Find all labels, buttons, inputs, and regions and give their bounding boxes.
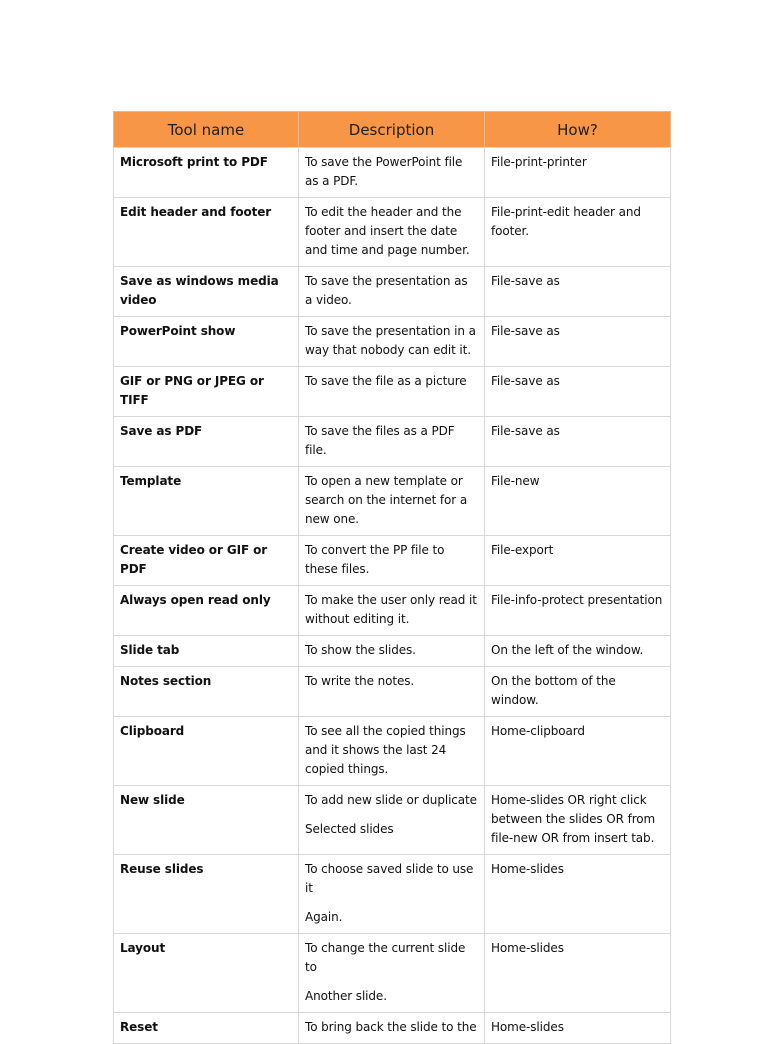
cell-how: Home-slides	[485, 1013, 671, 1044]
table-row	[114, 1013, 671, 1044]
cell-how: File-print-edit header and footer.	[485, 198, 671, 267]
cell-description	[299, 636, 485, 667]
cell-description	[299, 148, 485, 198]
description-paragraph: To write the notes.	[305, 674, 415, 688]
description-paragraph: To save the files as a PDF file.	[305, 424, 455, 457]
table-row	[114, 855, 671, 934]
cell-tool-name: Edit header and footer	[114, 198, 299, 267]
cell-description	[299, 267, 485, 317]
table-row	[114, 717, 671, 786]
cell-tool-name: Microsoft print to PDF	[114, 148, 299, 198]
table-row	[114, 667, 671, 717]
cell-tool-name: New slide	[114, 786, 299, 855]
cell-how: File-info-protect presentation	[485, 586, 671, 636]
cell-tool-name: Reuse slides	[114, 855, 299, 934]
cell-tool-name: Template	[114, 467, 299, 536]
cell-tool-name: Reset	[114, 1013, 299, 1044]
tools-table	[113, 111, 671, 1044]
cell-how: File-new	[485, 467, 671, 536]
table-row	[114, 417, 671, 467]
cell-tool-name: Save as PDF	[114, 417, 299, 467]
cell-description	[299, 934, 485, 1013]
table-row	[114, 367, 671, 417]
table-row	[114, 636, 671, 667]
cell-how: Home-clipboard	[485, 717, 671, 786]
header-how: How?	[485, 112, 671, 148]
cell-description	[299, 536, 485, 586]
table-row	[114, 536, 671, 586]
cell-description	[299, 198, 485, 267]
description-paragraph: To make the user only read it without editing it.	[305, 593, 477, 626]
cell-description	[299, 467, 485, 536]
description-paragraph: To save the presentation as a video.	[305, 274, 468, 307]
table-row	[114, 267, 671, 317]
cell-how: On the bottom of the window.	[485, 667, 671, 717]
description-paragraph: To choose saved slide to use it	[305, 862, 474, 895]
description-paragraph: To show the slides.	[305, 643, 416, 657]
table-header-row	[114, 112, 671, 148]
description-paragraph: Again.	[305, 910, 343, 924]
cell-description	[299, 417, 485, 467]
cell-how: File-save as	[485, 317, 671, 367]
table-row	[114, 317, 671, 367]
cell-description	[299, 667, 485, 717]
description-paragraph: To save the presentation in a way that nobody can edit it.	[305, 324, 476, 357]
cell-how: On the left of the window.	[485, 636, 671, 667]
cell-how: File-save as	[485, 417, 671, 467]
cell-how: File-save as	[485, 267, 671, 317]
cell-description	[299, 717, 485, 786]
cell-how: File-save as	[485, 367, 671, 417]
cell-tool-name: Clipboard	[114, 717, 299, 786]
cell-description	[299, 317, 485, 367]
header-description: Description	[299, 112, 485, 148]
description-paragraph: To bring back the slide to the	[305, 1020, 477, 1034]
cell-tool-name: GIF or PNG or JPEG or TIFF	[114, 367, 299, 417]
table-body	[114, 148, 671, 1044]
table-row	[114, 467, 671, 536]
table-row	[114, 148, 671, 198]
table-row	[114, 786, 671, 855]
cell-tool-name: Slide tab	[114, 636, 299, 667]
description-paragraph: To save the PowerPoint file as a PDF.	[305, 155, 463, 188]
cell-description	[299, 786, 485, 855]
description-paragraph: Selected slides	[305, 822, 394, 836]
cell-how: Home-slides	[485, 934, 671, 1013]
description-paragraph: Another slide.	[305, 989, 387, 1003]
cell-how: File-print-printer	[485, 148, 671, 198]
header-tool-name: Tool name	[114, 112, 299, 148]
table-row	[114, 934, 671, 1013]
description-paragraph: To convert the PP file to these files.	[305, 543, 445, 576]
cell-tool-name: Layout	[114, 934, 299, 1013]
cell-tool-name: Notes section	[114, 667, 299, 717]
table-row	[114, 586, 671, 636]
table-row	[114, 198, 671, 267]
cell-description	[299, 586, 485, 636]
cell-how: Home-slides	[485, 855, 671, 934]
description-paragraph: To change the current slide to	[305, 941, 466, 974]
description-paragraph: To save the file as a picture	[305, 374, 467, 388]
cell-tool-name: PowerPoint show	[114, 317, 299, 367]
description-paragraph: To open a new template or search on the internet for a new one.	[305, 474, 468, 526]
cell-tool-name: Always open read only	[114, 586, 299, 636]
cell-how: File-export	[485, 536, 671, 586]
cell-tool-name: Save as windows media video	[114, 267, 299, 317]
description-paragraph: To see all the copied things and it shows the last 24 copied things.	[305, 724, 466, 776]
cell-description	[299, 1013, 485, 1044]
cell-description	[299, 367, 485, 417]
description-paragraph: To add new slide or duplicate	[305, 793, 477, 807]
cell-tool-name: Create video or GIF or PDF	[114, 536, 299, 586]
description-paragraph: To edit the header and the footer and insert the date and time and page number.	[305, 205, 470, 257]
cell-how: Home-slides OR right click between the slides OR from file-new OR from insert tab.	[485, 786, 671, 855]
cell-description	[299, 855, 485, 934]
